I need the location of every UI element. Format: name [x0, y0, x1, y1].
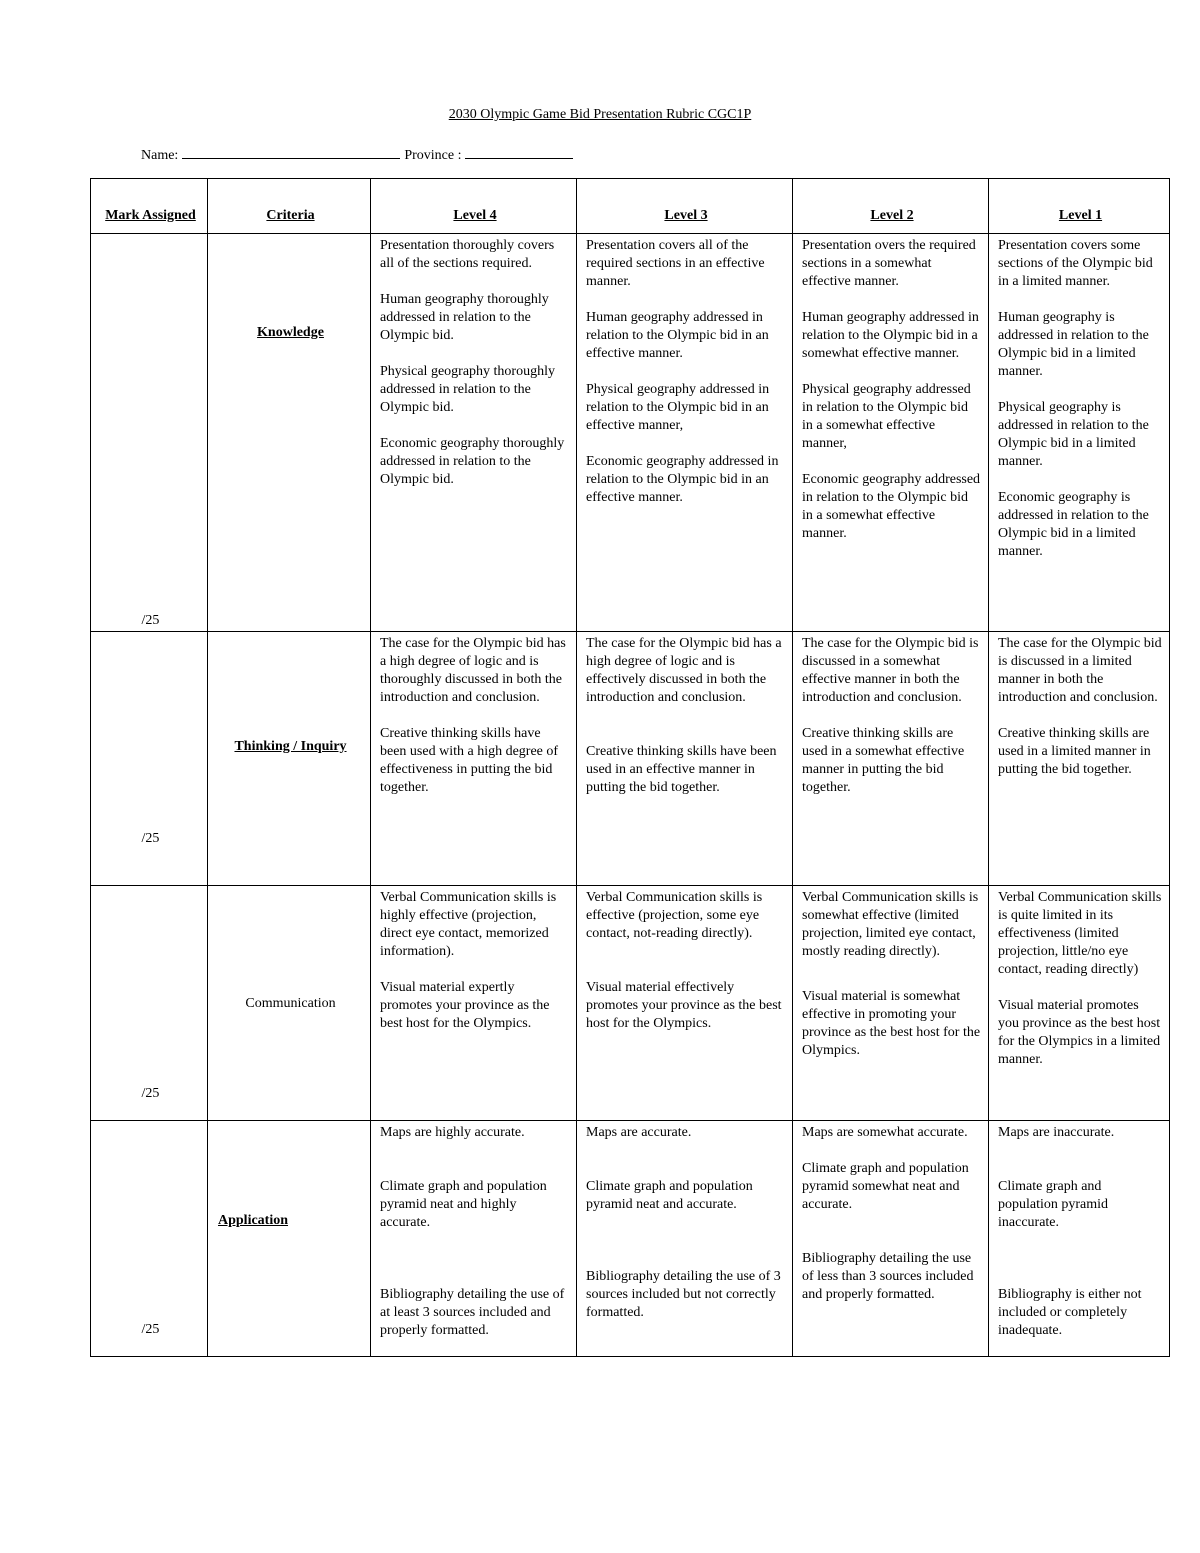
mark-cell: /25 [91, 632, 208, 886]
descriptor: Economic geography thoroughly addressed in relation to the Olympic bid. [380, 436, 565, 487]
level-4-cell [371, 886, 577, 1121]
mark-cell: /25 [91, 1121, 208, 1357]
table-row [91, 886, 1170, 1121]
mark-cell: /25 [91, 886, 208, 1121]
level-1-cell [989, 632, 1170, 886]
document-title: 2030 Olympic Game Bid Presentation Rubric CGC1P [448, 107, 752, 122]
descriptor: Presentation covers all of the required sections in an effective manner. [586, 238, 765, 289]
criteria-cell [208, 632, 371, 886]
descriptor: Bibliography detailing the use of 3 sources included but not correctly formatted. [586, 1269, 781, 1320]
descriptor: Economic geography is addressed in relation to the Olympic bid in a limited manner. [998, 490, 1149, 559]
level-3-cell [577, 234, 793, 632]
descriptor: Creative thinking skills are used in a somewhat effective manner in putting the bid together. [802, 726, 965, 795]
descriptor: Visual material is somewhat effective in promoting your province as the best host for the Olympics. [802, 989, 981, 1058]
criteria-knowledge: Knowledge [257, 325, 324, 340]
header-criteria: Criteria [208, 179, 371, 234]
descriptor: Creative thinking skills have been used with a high degree of effectiveness in putting the bid together. [380, 726, 559, 795]
descriptor: Physical geography addressed in relation to the Olympic bid in an effective manner, [586, 382, 770, 433]
header-mark-assigned: Mark Assigned [91, 179, 208, 234]
header-row [91, 179, 1170, 234]
descriptor: Verbal Communication skills is effective (projection, some eye contact, not-reading directly). [586, 890, 763, 941]
descriptor: The case for the Olympic bid is discussed in a limited manner in both the introduction and conclusion. [998, 636, 1162, 705]
descriptor: Economic geography addressed in relation to the Olympic bid in a somewhat effective manner. [802, 472, 981, 541]
descriptor: Visual material expertly promotes your province as the best host for the Olympics. [380, 980, 550, 1031]
descriptor: Climate graph and population pyramid inaccurate. [998, 1179, 1109, 1230]
descriptor: Maps are inaccurate. [998, 1125, 1115, 1140]
descriptor: Verbal Communication skills is quite limited in its effectiveness (limited projection, little/no eye contact, reading directly) [998, 890, 1162, 977]
descriptor: Maps are highly accurate. [380, 1125, 525, 1140]
descriptor: Maps are somewhat accurate. [802, 1125, 968, 1140]
descriptor: Economic geography addressed in relation to the Olympic bid in an effective manner. [586, 454, 779, 505]
descriptor: Human geography addressed in relation to the Olympic bid in an effective manner. [586, 310, 769, 361]
descriptor: Presentation thoroughly covers all of the sections required. [380, 238, 555, 271]
level-2-cell [793, 886, 989, 1121]
descriptor: Bibliography detailing the use of at least 3 sources included and properly formatted. [380, 1287, 565, 1338]
descriptor: Presentation overs the required sections in a somewhat effective manner. [802, 238, 976, 289]
descriptor: Bibliography is either not included or completely inadequate. [998, 1287, 1142, 1338]
province-label: Province : [404, 148, 462, 163]
table-row [91, 632, 1170, 886]
descriptor: Physical geography addressed in relation to the Olympic bid in a somewhat effective manner, [802, 382, 971, 451]
descriptor: The case for the Olympic bid has a high degree of logic and is effectively discussed in both the introduction and conclusion. [586, 636, 782, 705]
descriptor: Verbal Communication skills is somewhat effective (limited projection, limited eye contact, mostly reading directly). [802, 890, 979, 959]
criteria-communication: Communication [245, 996, 336, 1011]
level-3-cell [577, 632, 793, 886]
name-blank[interactable] [182, 144, 400, 159]
table-row [91, 1121, 1170, 1357]
descriptor: Visual material promotes you province as the best host for the Olympics in a limited manner. [998, 998, 1161, 1067]
descriptor: Physical geography thoroughly addressed in relation to the Olympic bid. [380, 364, 555, 415]
level-2-cell [793, 632, 989, 886]
descriptor: The case for the Olympic bid has a high degree of logic and is thoroughly discussed in both the introduction and conclusion. [380, 636, 566, 705]
criteria-application: Application [218, 1213, 289, 1228]
criteria-cell [208, 886, 371, 1121]
mark-cell: /25 [91, 234, 208, 632]
header-level-4: Level 4 [371, 179, 577, 234]
descriptor: Verbal Communication skills is highly effective (projection, direct eye contact, memorized information). [380, 890, 557, 959]
name-province-line [141, 144, 577, 164]
name-label: Name: [141, 148, 179, 163]
level-2-cell [793, 234, 989, 632]
level-1-cell [989, 886, 1170, 1121]
level-3-cell [577, 1121, 793, 1357]
level-2-cell [793, 1121, 989, 1357]
descriptor: Creative thinking skills have been used in an effective manner in putting the bid together. [586, 744, 777, 795]
descriptor: Maps are accurate. [586, 1125, 692, 1140]
descriptor: Human geography thoroughly addressed in relation to the Olympic bid. [380, 292, 549, 343]
level-4-cell [371, 1121, 577, 1357]
descriptor: Visual material effectively promotes your province as the best host for the Olympics. [586, 980, 782, 1031]
descriptor: Bibliography detailing the use of less than 3 sources included and properly formatted. [802, 1251, 974, 1302]
header-level-1: Level 1 [989, 179, 1170, 234]
level-3-cell [577, 886, 793, 1121]
criteria-cell [208, 234, 371, 632]
table-row [91, 234, 1170, 632]
criteria-cell [208, 1121, 371, 1357]
rubric-table [90, 178, 1170, 1357]
level-4-cell [371, 632, 577, 886]
descriptor: Climate graph and population pyramid somewhat neat and accurate. [802, 1161, 969, 1212]
criteria-thinking-inquiry: Thinking / Inquiry [234, 739, 347, 754]
header-level-2: Level 2 [793, 179, 989, 234]
descriptor: Climate graph and population pyramid neat and accurate. [586, 1179, 753, 1212]
descriptor: The case for the Olympic bid is discussed in a somewhat effective manner in both the introduction and conclusion. [802, 636, 979, 705]
descriptor: Climate graph and population pyramid neat and highly accurate. [380, 1179, 547, 1230]
level-1-cell [989, 1121, 1170, 1357]
descriptor: Creative thinking skills are used in a limited manner in putting the bid together. [998, 726, 1151, 777]
level-4-cell [371, 234, 577, 632]
descriptor: Human geography addressed in relation to the Olympic bid in a somewhat effective manner. [802, 310, 979, 361]
descriptor: Physical geography is addressed in relation to the Olympic bid in a limited manner. [998, 400, 1149, 469]
descriptor: Presentation covers some sections of the Olympic bid in a limited manner. [998, 238, 1153, 289]
header-level-3: Level 3 [577, 179, 793, 234]
level-1-cell [989, 234, 1170, 632]
descriptor: Human geography is addressed in relation to the Olympic bid in a limited manner. [998, 310, 1149, 379]
province-blank[interactable] [465, 144, 573, 159]
